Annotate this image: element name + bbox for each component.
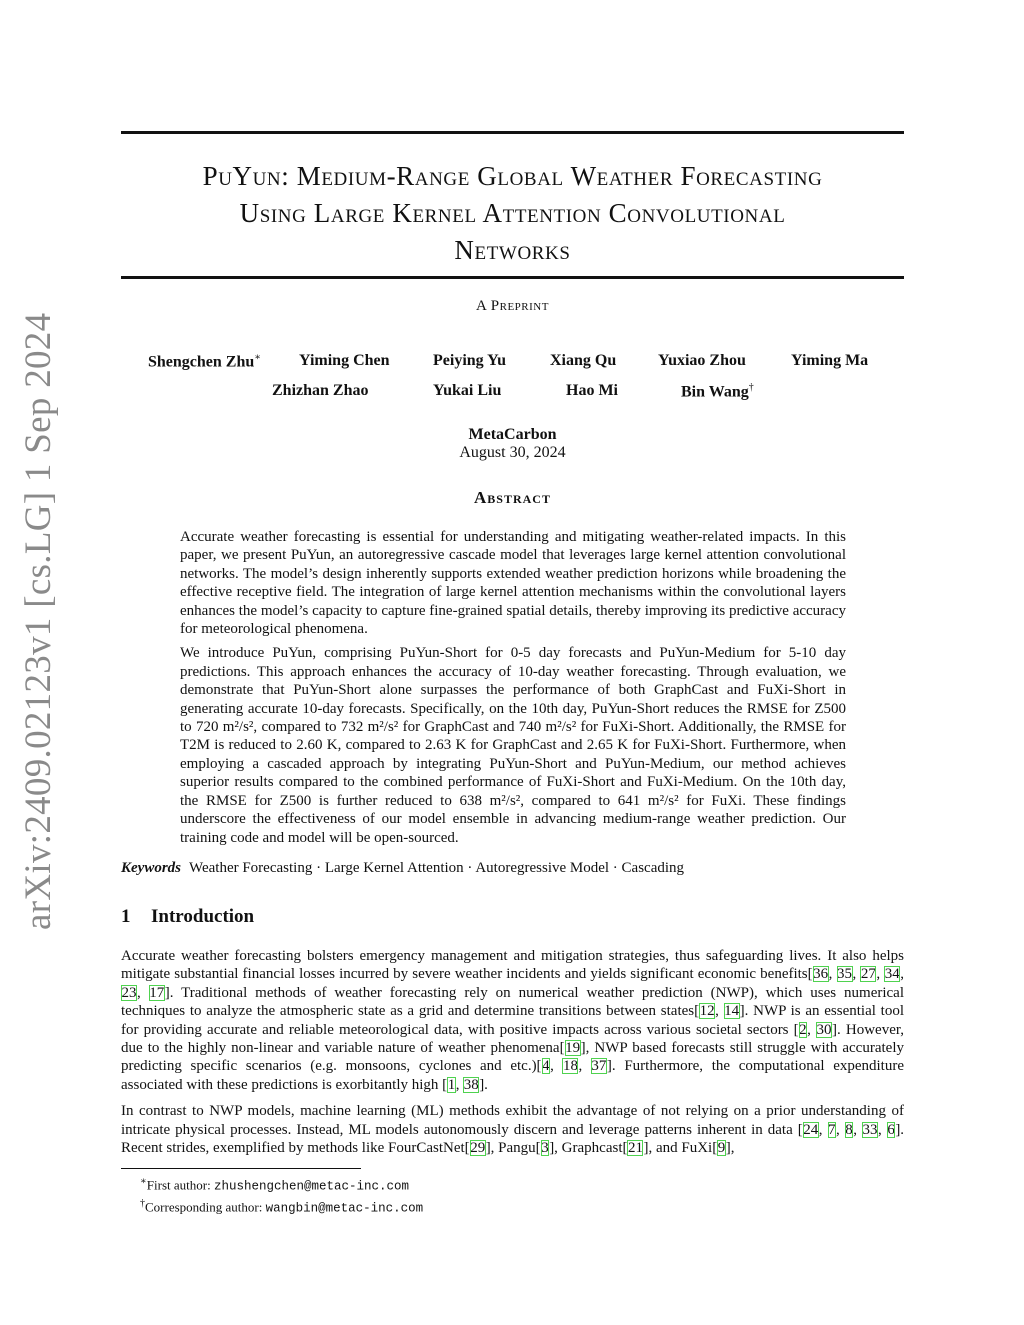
citation-link[interactable]: 2 [799, 1021, 807, 1038]
author-email-link[interactable]: zhushengchen@metac-inc.com [213, 1179, 410, 1194]
text-run: , [828, 966, 837, 983]
text-run: , [853, 1121, 863, 1138]
footnote-rule [121, 1168, 361, 1169]
text-run: , [836, 1121, 845, 1138]
citation-link[interactable]: 33 [862, 1121, 878, 1138]
citation-link[interactable]: 23 [121, 984, 137, 1001]
author-name: Yiming Chen [299, 352, 390, 369]
text-run: Accurate weather forecasting bolsters emergency management and mitigation strategies, thus safeguarding lives. It also helps mitigate substantial financial losses incurred by severe weather incidents and yields significant economic benefits[ [121, 948, 904, 983]
paper-title [121, 158, 904, 269]
citation-link[interactable]: 24 [803, 1121, 819, 1138]
citation-link[interactable]: 36 [813, 966, 829, 983]
author-email-link[interactable]: wangbin@metac-inc.com [265, 1201, 424, 1216]
citation-link[interactable]: 3 [541, 1140, 549, 1157]
abstract-paragraph: We introduce PuYun, comprising PuYun-Short for 0-5 day forecasts and PuYun-Medium for 5-10 day predictions. This approach enhances the accuracy of 10-day weather forecasting. Through evaluation, we demonstrate that PuYun-Short alone surpasses the performance of both GraphCast and FuXi-Short in generating accurate 10-day forecasts. Specifically, on the 10th day, PuYun-Short reduces the RMSE for Z500 to 720 m²/s², compared to 732 m²/s² for GraphCast and 740 m²/s² for FuXi-Short. Additionally, the RMSE for T2M is reduced to 2.60 K, compared to 2.63 K for GraphCast and 2.65 K for FuXi-Short. Furthermore, when employing a cascaded approach by integrating PuYun-Short and PuYun-Medium, our method achieves superior results compared to the combined performance of FuXi-Short and FuXi-Medium. On the 10th day, the RMSE for Z500 is further reduced to 638 m²/s², compared to 641 m²/s² for FuXi. These findings underscore the effectiveness of our model ensemble in advancing medium-range weather prediction. Our training code and model will be open-sourced. [180, 645, 846, 846]
citation-link[interactable]: 1 [447, 1076, 456, 1093]
citation-link[interactable]: 12 [699, 1003, 715, 1020]
text-run: , [455, 1076, 464, 1093]
footnotes [140, 1173, 423, 1218]
author-name: Xiang Qu [550, 352, 617, 369]
text-run: , [818, 1121, 828, 1138]
citation-link[interactable]: 8 [845, 1121, 853, 1138]
text-run: ], [725, 1140, 735, 1157]
text-run: ], Pangu[ [485, 1140, 541, 1157]
text-run: , [578, 1058, 591, 1075]
citation-link[interactable]: 4 [542, 1058, 550, 1075]
text-run: ]. [479, 1076, 488, 1093]
publication-date: August 30, 2024 [459, 444, 566, 461]
citation-link[interactable]: 7 [828, 1121, 836, 1138]
title-bottom-rule [121, 276, 904, 279]
title-line-3: Networks [454, 235, 571, 265]
citation-link[interactable]: 34 [884, 966, 900, 983]
intro-paragraph [121, 1102, 904, 1157]
text-run: ]. Traditional methods of weather forecasting rely on numerical weather prediction (NWP), which uses numerical techniques to analyze the atmospheric state as a grid and determine transitions between states[ [121, 984, 905, 1020]
keywords-line [121, 860, 904, 877]
text-run: In contrast to NWP models, machine learning (ML) methods exhibit the advantage of not relying on a prior understanding of intricate physical processes. Instead, ML models autonomously discern and leverage patterns inherent in data [ [121, 1103, 904, 1138]
text-run: , [876, 966, 885, 983]
text-run: , [550, 1058, 563, 1075]
keywords-text: Weather Forecasting · Large Kernel Attention · Autoregressive Model · Cascading [189, 860, 685, 876]
section-heading [121, 906, 254, 928]
citation-link[interactable]: 35 [837, 966, 853, 983]
author-name: Hao Mi [566, 382, 618, 399]
title-line-2: Using Large Kernel Attention Convolutional [239, 198, 786, 228]
text-run: ]. However, due to the highly non-linear and variable nature of weather phenomena[ [121, 1021, 905, 1057]
arxiv-side-stamp: arXiv:2409.02123v1 [cs.LG] 1 Sep 2024 [18, 312, 59, 930]
citation-link[interactable]: 17 [149, 984, 165, 1001]
citation-link[interactable]: 27 [860, 966, 876, 983]
text-run: ], Graphcast[ [549, 1140, 628, 1157]
affiliation: MetaCarbon [468, 426, 557, 443]
footnote-mark[interactable]: † [748, 382, 754, 393]
text-run: ]. NWP is an essential tool for providing accurate and reliable meteorological data, with positive impacts across various societal sectors [ [121, 1003, 905, 1038]
title-line-1: PuYun: Medium-Range Global Weather Forecasting [202, 161, 823, 191]
citation-link[interactable]: 30 [816, 1021, 832, 1038]
author-name: Shengchen Zhu∗ [148, 352, 262, 371]
text-run: ], and FuXi[ [643, 1140, 718, 1157]
citation-link[interactable]: 18 [562, 1058, 578, 1075]
author-name: Peiying Yu [433, 352, 507, 369]
text-run: , [900, 966, 905, 983]
abstract-heading: Abstract [474, 488, 551, 507]
citation-link[interactable]: 9 [717, 1140, 726, 1157]
preprint-label: A Preprint [476, 298, 549, 314]
citation-link[interactable]: 21 [627, 1140, 643, 1157]
author-name: Yiming Ma [791, 352, 869, 369]
section-number: 1 [121, 906, 131, 927]
abstract-body [180, 528, 846, 853]
text-run: ]. Recent strides, exemplified by methods like FourCastNet[ [121, 1121, 905, 1157]
keywords-label: Keywords [121, 860, 181, 876]
citation-link[interactable]: 14 [724, 1003, 740, 1020]
text-run: , [807, 1021, 817, 1038]
author-name: Yuxiao Zhou [658, 352, 746, 369]
text-run: ]. Furthermore, the computational expenditure associated with these predictions is exorbitantly high [ [121, 1058, 904, 1093]
citation-link[interactable]: 38 [463, 1076, 479, 1093]
citation-link[interactable]: 37 [591, 1058, 607, 1075]
introduction-body [121, 947, 904, 1165]
text-run: , [852, 966, 861, 983]
citation-link[interactable]: 19 [565, 1040, 581, 1057]
author-name: Yukai Liu [433, 382, 502, 399]
text-run: , [137, 984, 149, 1001]
footnote-mark[interactable]: ∗ [254, 352, 262, 363]
author-name: Bin Wang† [681, 382, 754, 401]
author-name: Zhizhan Zhao [272, 382, 369, 399]
title-top-rule [121, 131, 904, 134]
footnote-1: ∗First author: zhushengchen@metac-inc.com [140, 1176, 410, 1194]
intro-paragraph [121, 947, 904, 1094]
section-title: Introduction [151, 906, 255, 927]
text-run: ], NWP based forecasts still struggle with accurately predicting specific scenarios (e.g. monsoons, cyclones and etc.)[ [121, 1040, 904, 1075]
footnote-2: †Corresponding author: wangbin@metac-inc.com [140, 1198, 424, 1216]
citation-link[interactable]: 29 [470, 1140, 486, 1157]
text-run: , [715, 1003, 724, 1020]
citation-link[interactable]: 6 [887, 1121, 895, 1138]
abstract-paragraph: Accurate weather forecasting is essential for understanding and mitigating weather-related impacts. In this paper, we present PuYun, an autoregressive cascade model that leverages large kernel attention convolutional networks. The model’s design inherently supports extended weather prediction horizons while broadening the effective receptive field. The integration of large kernel attention mechanisms within the convolutional layers enhances the model’s capacity to capture fine-grained spatial details, thereby improving its predictive accuracy for meteorological phenomena. [180, 529, 846, 638]
text-run: , [878, 1121, 887, 1138]
